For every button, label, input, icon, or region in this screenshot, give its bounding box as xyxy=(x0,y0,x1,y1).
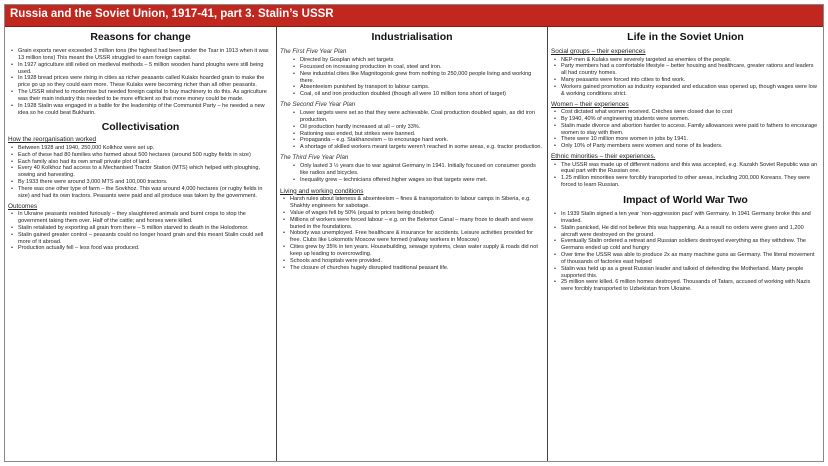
list-item: • There were 10 million more women in jobs by 1941. xyxy=(561,136,820,143)
list-item: • Schools and hospitals were provided. xyxy=(290,258,544,265)
subheading-fyp1: The First Five Year Plan xyxy=(280,48,347,55)
list-item: • By 1940, 40% of engineering students were women. xyxy=(561,116,820,123)
list-item: • Stalin made divorce and abortion harder to access. Family allowances were paid to fathers to encourage women to stay with them. xyxy=(561,123,820,137)
list-item: • Coal, oil and iron production doubled (though all were 10 million tons short of target) xyxy=(300,91,544,98)
list-living xyxy=(280,196,544,271)
list-item: • Production actually fell – less food was produced. xyxy=(18,245,273,252)
list-item: • A shortage of skilled workers meant targets weren’t reached in some areas, e.g. tractor production. xyxy=(300,144,544,151)
subheading-ethnic: Ethnic minorities – their experiences. xyxy=(551,153,656,161)
list-item: • There was one other type of farm – the Sovkhoz. This was around 4,000 hectares (or rugby fields in size) and had its own tractors. Peasants were paid and all produce was taken by the government. xyxy=(18,186,273,200)
list-reasons xyxy=(8,48,273,116)
title-bar xyxy=(5,5,823,27)
subheading-how: How the reorganisation worked xyxy=(8,136,97,144)
list-item: • Between 1928 and 1940, 250,000 Kolkhoz were set up. xyxy=(18,145,273,152)
column-industrialisation xyxy=(277,27,548,461)
subheading-living: Living and working conditions xyxy=(280,187,364,195)
list-item: • Over time the USSR was able to produce 2x as many machine guns as Germany. The literal movement of thousands of factories east helped xyxy=(561,252,820,266)
list-item: • Propaganda – e.g. Stakhanovism – to encourage hard work. xyxy=(300,137,544,144)
list-item: • Many peasants were forced into cities to find work. xyxy=(561,77,820,84)
list-item: • New industrial cities like Magnitogorsk grew from nothing to 250,000 people living and working there. xyxy=(300,71,544,85)
list-item: • NEP-men & Kulaks were severely targeted as enemies of the people. xyxy=(561,57,820,64)
list-item: • The USSR wished to modernise but needed foreign capital to buy machinery to do this. As agriculture was their main industry this needed to be more efficient so that more money could be made. xyxy=(18,89,273,103)
subheading-social: Social groups – their experiences xyxy=(551,48,646,55)
list-item: • Oil production hardly increased at all – only 33%. xyxy=(300,124,544,131)
list-fyp3 xyxy=(280,163,544,184)
list-item: • Party members had a comfortable lifestyle – better housing and healthcare, greater rations and leaders all had country homes. xyxy=(561,63,820,77)
list-ww2 xyxy=(551,211,820,293)
list-item: • Value of wages fell by 50% (equal to prices being doubled) xyxy=(290,210,544,217)
list-item: • Grain exports never exceeded 3 million tons (the highest had been under the Tsar in 1913 when it was 13 million tons) This meant the USSR struggled to earn foreign capital. xyxy=(18,48,273,62)
list-outcomes xyxy=(8,211,273,252)
list-item: • In 1928 bread prices were rising in cities as richer peasants called Kulaks hoarded grain to make the price go up so they could earn more. These Kulaks were becoming richer than all other peasants. xyxy=(18,75,273,89)
list-item: • Stalin gained greater control – peasants could no longer hoard grain and this meant Stalin could sell more of it abroad. xyxy=(18,232,273,246)
heading-ww2: Impact of World War Two xyxy=(623,194,748,206)
list-item: • Stalin retaliated by exporting all grain from there – 5 million starved to death in the Holodomor. xyxy=(18,225,273,232)
list-item: • The closure of churches hugely disrupted traditional peasant life. xyxy=(290,265,544,272)
list-fyp2 xyxy=(280,110,544,151)
list-item: • Focussed on increasing production in coal, steel and iron. xyxy=(300,64,544,71)
page-title: Russia and the Soviet Union, 1917-41, part 3. Stalin’s USSR xyxy=(10,8,334,20)
heading-life: Life in the Soviet Union xyxy=(627,31,744,43)
list-item: • Cities grew by 35% in ten years. Housebuilding, sewage systems, clean water supply & roads did not keep up leading to overcrowding. xyxy=(290,244,544,258)
subheading-outcomes: Outcomes xyxy=(8,202,38,210)
list-how xyxy=(8,145,273,200)
list-item: • Harsh rules about lateness & absenteeism – fines & transportation to labour camps in Siberia, e.g. Shakhty engineers for sabotage. xyxy=(290,196,544,210)
list-item: • Directed by Gosplan which set targets xyxy=(300,57,544,64)
list-item: • Only lasted 3 ½ years due to war against Germany in 1941. Initially focused on consumer goods like radios and bicycles. xyxy=(300,163,544,177)
list-item: • Only 10% of Party members were women and none of its leaders. xyxy=(561,143,820,150)
list-item: • In Ukraine peasants resisted furiously – they slaughtered animals and burnt crops to stop the government taking them over. Half of the cattle; and horses were killed. xyxy=(18,211,273,225)
list-item: • Each of these had 80 families who farmed about 500 hectares (around 500 rugby fields in size) xyxy=(18,152,273,159)
heading-reasons: Reasons for change xyxy=(90,31,191,43)
subheading-women: Women – their experiences xyxy=(551,100,629,108)
list-item: • Cost dictated what women received. Crèches were closed due to cost xyxy=(561,109,820,116)
list-item: • In 1939 Stalin signed a ten year ‘non-aggression pact’ with Germany. In 1941 Germany broke this and invaded. xyxy=(561,211,820,225)
list-ethnic xyxy=(551,162,820,189)
list-item: • In 1928 Stalin was engaged in a battle for the leadership of the Communist Party – he needed a new idea so he could beat Bukharin. xyxy=(18,103,273,117)
list-item: • Each family also had its own small private plot of land. xyxy=(18,159,273,166)
list-item: • Absenteeism punished by transport to labour camps. xyxy=(300,84,544,91)
list-item: • Every 40 Kolkhoz had access to a Mechanised Tractor Station (MTS) which helped with ploughing, sowing and harvesting. xyxy=(18,165,273,179)
column-life-soviet-union xyxy=(548,27,823,461)
subheading-fyp3: The Third Five Year Plan xyxy=(280,154,349,162)
list-item: • 1.25 million minorities were forcibly transported to other areas, including 200,000 Koreans. They were forced to learn Russian. xyxy=(561,175,820,189)
list-item: • 25 million were killed. 6 million homes destroyed. Thousands of Tatars, accused of working with Nazis were forcibly transported to Uzbekistan from Ukraine. xyxy=(561,279,820,293)
list-item: • Nobody was unemployed. Free healthcare & insurance for accidents. Leisure activities provided for free. Clubs like Lokomotiv Moscow were formed (railway workers in Moscow) xyxy=(290,230,544,244)
column-reasons-collectivisation xyxy=(5,27,277,461)
subheading-fyp2: The Second Five Year Plan xyxy=(280,101,356,109)
list-item: • By 1933 there were around 3,000 MTS and 100,000 tractors. xyxy=(18,179,273,186)
revision-sheet xyxy=(4,4,824,462)
list-item: • In 1927 agriculture still relied on medieval methods – 5 million wooden hand ploughs were still being used. xyxy=(18,62,273,76)
list-item: • Millions of workers were forced labour – e.g. on the Belomor Canal – many froze to death and were buried in the foundations. xyxy=(290,217,544,231)
list-item: • Inequality grew – technicians offered higher wages so that targets were met. xyxy=(300,177,544,184)
list-item: • Rationing was ended, but strikes were banned. xyxy=(300,131,544,138)
list-item: • Workers gained promotion as industry expanded and education was opened up, though wages were low & working conditions strict. xyxy=(561,84,820,98)
list-item: • Eventually Stalin ordered a retreat and Russian soldiers destroyed everything as they withdrew. The Germans ended up cold and hungry xyxy=(561,238,820,252)
list-item: • Stalin panicked, He did not believe this was happening. As a result no orders were given and 1,200 aircraft were destroyed on the ground. xyxy=(561,225,820,239)
list-item: • Lower targets were set so that they were achievable. Coal production doubled again, as did iron production. xyxy=(300,110,544,124)
heading-industrialisation: Industrialisation xyxy=(371,31,453,43)
heading-collectivisation: Collectivisation xyxy=(101,121,180,134)
list-item: • Stalin was held up as a great Russian leader and talked of defending the Motherland. Many people supported this. xyxy=(561,266,820,280)
list-fyp1 xyxy=(280,57,544,98)
list-item: • The USSR was made up of different nations and this was accepted, e.g. Kazakh Soviet Republic was an equal part with the Russian one. xyxy=(561,162,820,176)
list-social xyxy=(551,57,820,98)
list-women xyxy=(551,109,820,150)
